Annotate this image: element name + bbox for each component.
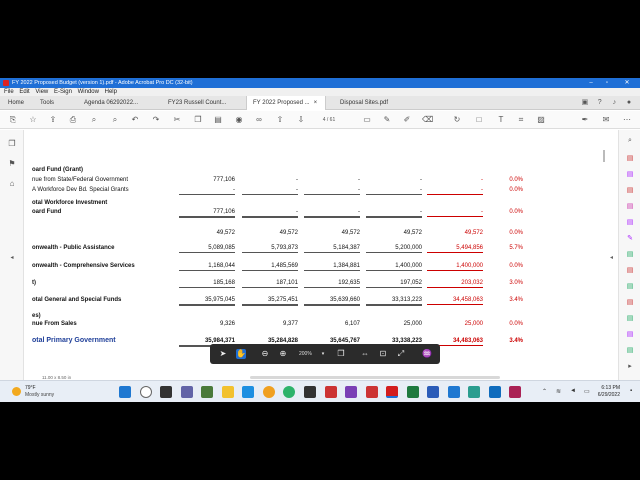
row-value-1: - (179, 186, 235, 195)
table-row (25, 244, 605, 254)
sign-icon[interactable]: ✒ (581, 115, 589, 124)
row-value-1: 5,089,085 (179, 244, 235, 253)
redo-icon[interactable]: ↷ (152, 115, 160, 124)
weather-condition[interactable]: Mostly sunny (25, 392, 55, 398)
sun-icon[interactable] (12, 387, 21, 396)
row-percent-change: 5.7% (509, 245, 523, 251)
row-value-4: 25,000 (403, 321, 422, 327)
outlook-icon[interactable] (489, 386, 501, 398)
row-value-2: 35,284,828 (242, 337, 298, 347)
undo-icon[interactable]: ↶ (131, 115, 139, 124)
bookmark-star-icon[interactable]: ☆ (29, 115, 37, 124)
row-value-2: - (242, 208, 298, 218)
search-taskbar-icon[interactable] (140, 386, 152, 398)
maximize-icon[interactable]: ▫ (605, 80, 609, 86)
row-value-3: 192,635 (304, 279, 360, 288)
page-display-icon[interactable]: ❐ (337, 349, 345, 358)
camera-icon[interactable]: ◉ (235, 115, 243, 124)
row-label: nue From Sales (32, 321, 77, 327)
main-toolbar (0, 111, 640, 129)
row-value-1: 9,326 (219, 321, 235, 327)
hand-tool-icon[interactable]: ✋ (236, 349, 246, 358)
table-row (25, 186, 605, 196)
tab-disposal-sites[interactable] (340, 96, 404, 110)
start-windows-icon[interactable] (119, 386, 131, 398)
app-icon-7[interactable] (509, 386, 521, 398)
edit-pdf-icon[interactable]: ▤ (626, 171, 634, 178)
row-value-1: 185,168 (179, 279, 235, 288)
print-icon[interactable]: ⎙ (69, 115, 77, 124)
row-value-5: 203,032 (427, 279, 483, 288)
app-icon-2[interactable] (263, 386, 275, 398)
menu-help[interactable]: Help (104, 89, 117, 95)
tab-home[interactable] (8, 96, 36, 110)
collapse-right-arrow-icon[interactable]: ◂ (610, 255, 614, 261)
row-value-3: - (304, 186, 360, 195)
wifi-icon[interactable]: ≋ (556, 389, 562, 395)
teams-icon[interactable] (181, 386, 193, 398)
email-icon[interactable]: ✉ (602, 115, 610, 124)
compress-icon[interactable]: ▤ (626, 315, 634, 322)
menu-file[interactable]: File (4, 89, 14, 95)
zoom-dropdown-icon[interactable]: ▾ (321, 351, 325, 357)
row-value-1: 35,975,045 (179, 296, 235, 306)
row-value-4: 49,572 (403, 230, 422, 236)
cut-icon[interactable]: ✂ (173, 115, 181, 124)
comment-icon[interactable]: ▭ (363, 115, 371, 124)
table-row (25, 320, 605, 330)
row-percent-change: 0.0% (509, 177, 523, 183)
table-row (25, 296, 605, 306)
row-value-4: 33,313,223 (366, 296, 422, 306)
pen-icon[interactable]: ✐ (403, 115, 411, 124)
account-icon[interactable]: ● (626, 99, 632, 106)
select-tool-icon[interactable]: ➤ (219, 349, 227, 358)
prepare-form-icon[interactable]: ▤ (626, 331, 634, 338)
volume-icon[interactable]: ◄ (570, 388, 576, 394)
row-value-5: 1,400,000 (427, 262, 483, 271)
row-value-1: 777,106 (179, 208, 235, 218)
row-value-5: 34,458,063 (427, 296, 483, 305)
row-value-5: - (481, 177, 483, 183)
row-value-2: - (242, 186, 298, 195)
clipboard-icon[interactable]: ▤ (214, 115, 222, 124)
stamp-icon[interactable]: ⌗ (518, 115, 524, 124)
edge-icon[interactable] (242, 386, 254, 398)
app-icon-6[interactable] (468, 386, 480, 398)
word-icon[interactable] (427, 386, 439, 398)
page-thumbnails-icon[interactable]: ❐ (8, 139, 16, 148)
horizontal-scrollbar[interactable] (250, 376, 500, 379)
weather-temperature[interactable]: 79°F (25, 385, 36, 391)
app-icon-5[interactable] (448, 386, 460, 398)
more-tools-icon[interactable]: ▤ (626, 347, 634, 354)
row-percent-change: 0.0% (509, 230, 523, 236)
powerpoint-icon[interactable] (366, 386, 378, 398)
right-tools-pane (618, 130, 640, 380)
row-value-4: 5,200,000 (366, 244, 422, 253)
scan-icon[interactable]: ▤ (626, 267, 634, 274)
row-label: otal Primary Government (32, 337, 116, 344)
page-size-label: 11.00 x 8.50 in (42, 375, 72, 380)
zoom-out-icon[interactable]: ⊖ (261, 349, 269, 358)
row-value-5: 49,572 (464, 230, 483, 236)
row-value-1: 49,572 (216, 230, 235, 236)
expand-right-icon[interactable]: ▸ (628, 363, 632, 370)
menu-edit[interactable]: Edit (19, 89, 30, 95)
tab-home-label: Home (8, 100, 25, 106)
text-tool-icon[interactable]: T (498, 115, 504, 124)
page-indicator[interactable] (314, 115, 344, 125)
row-label: otal Workforce Investment (32, 200, 108, 206)
vertical-scrollbar[interactable] (603, 150, 605, 162)
page-up-icon[interactable]: ⇧ (276, 115, 284, 124)
help-icon[interactable]: ? (597, 99, 602, 106)
row-value-5: 5,494,856 (427, 244, 483, 253)
system-clock[interactable] (598, 385, 620, 399)
row-percent-change: 0.0% (509, 321, 523, 327)
zoom-level[interactable]: 200% (299, 351, 312, 357)
minimize-icon[interactable]: – (589, 80, 593, 86)
eraser-icon[interactable]: ⌫ (422, 115, 434, 124)
tab-fy23-russell[interactable] (168, 96, 240, 110)
row-value-1: 1,168,044 (179, 262, 235, 271)
acrobat-taskbar-icon[interactable] (386, 386, 398, 398)
copy-icon[interactable]: ❐ (194, 115, 202, 124)
row-percent-change: 3.4% (509, 297, 523, 303)
tab-agenda[interactable] (84, 96, 158, 110)
row-value-2: 35,275,451 (242, 296, 298, 306)
clock-date: 6/29/2022 (597, 392, 620, 398)
tab-fy23-label: FY23 Russell Count... (168, 100, 227, 106)
fit-page-icon[interactable]: ⊡ (379, 349, 387, 358)
row-value-5: 25,000 (464, 321, 483, 327)
row-value-2: 9,377 (282, 321, 298, 327)
row-value-1: 35,984,371 (179, 337, 235, 347)
row-percent-change: 0.0% (509, 187, 523, 193)
row-percent-change: 0.0% (509, 263, 523, 269)
more-icon[interactable]: ⋯ (623, 115, 631, 124)
tab-fy2022-budget[interactable] (246, 96, 326, 110)
row-value-3: 6,107 (344, 321, 360, 327)
bookmarks-icon[interactable]: ⚑ (8, 159, 16, 168)
create-pdf-icon[interactable]: ▤ (626, 187, 634, 194)
document-page (25, 130, 605, 375)
file-explorer-icon[interactable] (222, 386, 234, 398)
zoom-search-icon[interactable]: ⌕ (628, 137, 632, 144)
clock-time: 6:13 PM (601, 385, 620, 391)
tab-tools-label: Tools (40, 100, 55, 106)
table-row (25, 166, 605, 176)
row-value-2: 49,572 (279, 230, 298, 236)
attachments-icon[interactable]: ⌂ (9, 179, 15, 188)
zoom-in-icon[interactable]: ⊕ (279, 349, 287, 358)
acrobat-app-icon (3, 80, 9, 86)
export-pdf-icon[interactable]: ▤ (626, 155, 634, 162)
title-bar (0, 78, 640, 88)
image-icon[interactable]: ▨ (537, 115, 545, 124)
row-value-5: - (427, 186, 483, 195)
row-value-4: 197,052 (366, 279, 422, 288)
protect-icon[interactable]: ▤ (626, 283, 634, 290)
excel-icon[interactable] (407, 386, 419, 398)
row-percent-change: 0.0% (509, 209, 523, 215)
row-label: nue from State/Federal Government (32, 177, 129, 183)
read-aloud-icon[interactable]: ♒ (422, 349, 432, 358)
row-value-2: - (296, 177, 298, 183)
rectangle-icon[interactable]: □ (476, 115, 482, 124)
row-value-3: 35,639,660 (304, 296, 360, 306)
table-row (25, 279, 605, 289)
binoculars-icon[interactable]: ∞ (256, 115, 262, 124)
row-label: es) (32, 313, 41, 319)
row-value-3: - (358, 177, 360, 183)
collapse-left-icon[interactable]: ◂ (10, 255, 14, 261)
row-label: onwealth - Comprehensive Services (32, 263, 135, 269)
menu-view[interactable]: View (35, 89, 49, 95)
chrome-icon[interactable] (283, 386, 295, 398)
page-number[interactable]: 4 (322, 117, 326, 123)
menu-bar (0, 88, 640, 96)
tab-agenda-label: Agenda 06292022... (84, 100, 139, 106)
table-row (25, 176, 605, 186)
notification-icon[interactable]: ▪ (630, 388, 633, 394)
row-value-4: 1,400,000 (366, 262, 422, 271)
row-value-4: - (420, 177, 422, 183)
menu-window[interactable]: Window (77, 89, 99, 95)
combine-icon[interactable]: ▤ (626, 219, 634, 226)
row-label: oard Fund (Grant) (32, 167, 83, 173)
tray-chevron-icon[interactable]: ⌃ (542, 389, 548, 395)
share-screen-icon[interactable]: ▣ (581, 99, 589, 106)
row-value-2: 5,793,873 (242, 244, 298, 253)
table-row (25, 229, 605, 239)
windows-taskbar (0, 380, 640, 402)
row-label: t) (32, 280, 36, 286)
row-value-3: 5,184,387 (304, 244, 360, 253)
organize-icon[interactable]: ▤ (626, 251, 634, 258)
onenote-icon[interactable] (345, 386, 357, 398)
row-value-3: 49,572 (341, 230, 360, 236)
menu-esign[interactable]: E-Sign (53, 89, 72, 95)
highlight-icon[interactable]: ✎ (383, 115, 391, 124)
floating-zoom-toolbar (210, 344, 440, 364)
row-label: A Workforce Dev Bd. Special Grants (32, 187, 129, 193)
battery-icon[interactable]: ▭ (584, 389, 590, 395)
search-text-icon[interactable]: ⌕ (112, 115, 118, 124)
tab-fy2022-label: FY 2022 Proposed ... (253, 100, 310, 106)
tab-close-icon[interactable]: × (313, 100, 318, 106)
row-value-3: - (304, 208, 360, 218)
close-icon[interactable]: ✕ (624, 80, 630, 86)
row-value-1: 777,106 (213, 177, 235, 183)
row-value-5: 34,483,063 (427, 337, 483, 346)
window-title: FY 2022 Proposed Budget (version 1).pdf - Adobe Acrobat Pro DC (32-bit) (12, 80, 193, 86)
row-label: oard Fund (32, 209, 62, 215)
app-icon-4[interactable] (325, 386, 337, 398)
fit-width-icon[interactable]: ⇔ (361, 349, 369, 358)
row-value-2: 1,485,569 (242, 262, 298, 271)
app-icon-3[interactable] (304, 386, 316, 398)
row-percent-change: 3.4% (509, 338, 523, 344)
bell-icon[interactable]: ♪ (612, 99, 617, 106)
row-value-3: 1,384,881 (304, 262, 360, 271)
row-value-4: 33,338,223 (366, 337, 422, 347)
row-value-4: - (366, 208, 422, 218)
search-icon[interactable]: ⌕ (91, 115, 97, 124)
left-nav-pane (0, 130, 24, 380)
comment-tool-icon[interactable]: ▤ (626, 203, 634, 210)
row-percent-change: 3.0% (509, 280, 523, 286)
task-view-icon[interactable] (160, 386, 172, 398)
row-value-3: 35,645,767 (304, 337, 360, 347)
page-total: / 61 (326, 117, 336, 123)
table-row (25, 208, 605, 218)
rotate-icon[interactable]: ↻ (453, 115, 461, 124)
row-value-2: 187,101 (242, 279, 298, 288)
row-value-5: - (427, 208, 483, 217)
row-label: otal General and Special Funds (32, 297, 122, 303)
page-down-icon[interactable]: ⇩ (297, 115, 305, 124)
fill-sign-icon[interactable]: ✎ (627, 235, 633, 242)
acrobat-window (0, 78, 640, 402)
row-label: onwealth - Public Assistance (32, 245, 115, 251)
redact-icon[interactable]: ▤ (626, 299, 634, 306)
create-icon[interactable]: ⎘ (9, 115, 17, 124)
tab-tools[interactable] (40, 96, 66, 110)
app-icon-1[interactable] (201, 386, 213, 398)
row-value-4: - (366, 186, 422, 195)
tabbar-right-icons (577, 98, 634, 108)
tab-bar (0, 96, 640, 110)
upload-icon[interactable]: ⇪ (49, 115, 57, 124)
tab-disposal-label: Disposal Sites.pdf (340, 100, 389, 106)
table-row (25, 262, 605, 272)
full-screen-icon[interactable]: ⤢ (397, 349, 405, 358)
